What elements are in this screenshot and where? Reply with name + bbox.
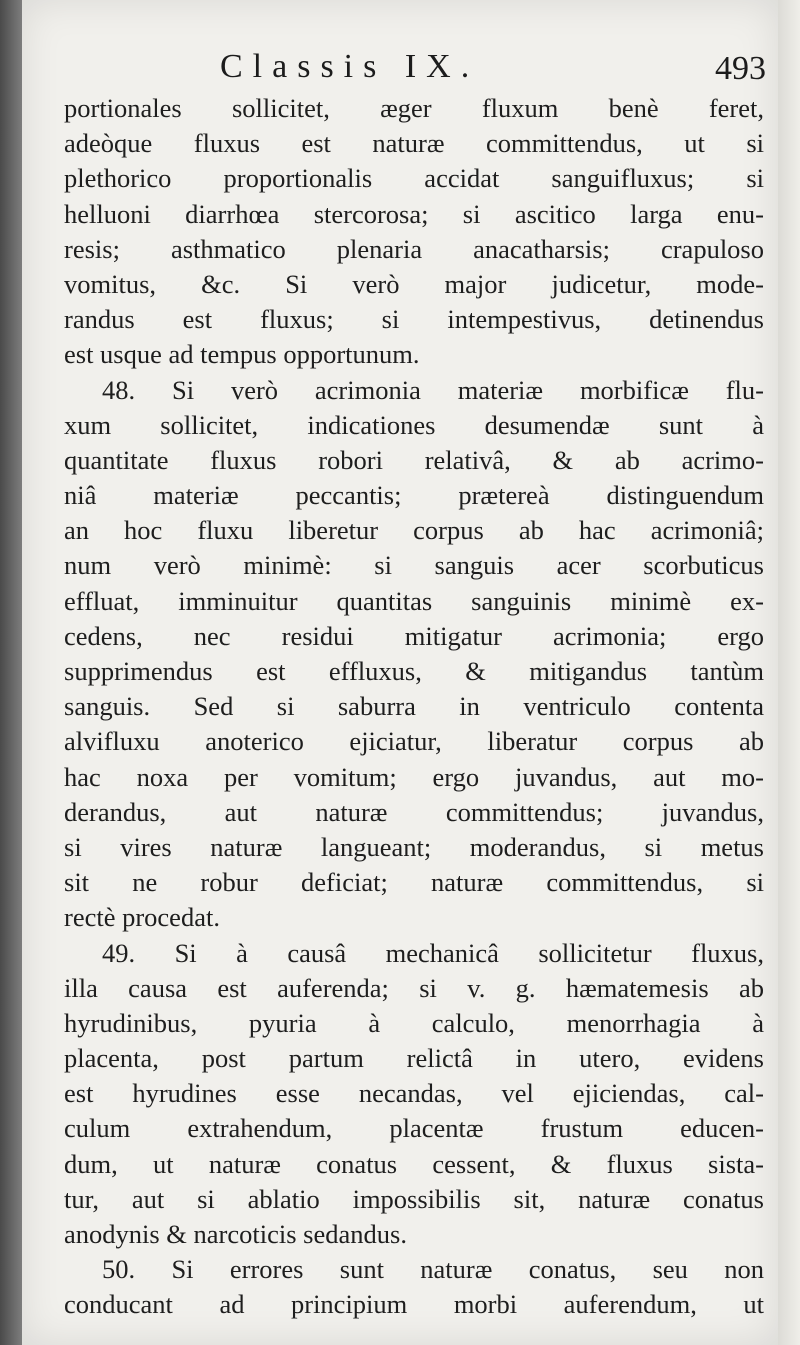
text-line: cedens, nec residui mitigatur acrimonia; ergo [64,620,764,651]
text-line: quantitate fluxus robori relativâ, & ab acrimo- [64,444,764,475]
text-line: vomitus, &c. Si verò major judicetur, mode- [64,268,764,299]
text-line: tur, aut si ablatio impossibilis sit, naturæ conatus [64,1183,764,1214]
page-number: 493 [715,50,766,87]
text-line: illa causa est auferenda; si v. g. hæmatemesis ab [64,972,764,1003]
text-line: resis; asthmatico plenaria anacatharsis; crapuloso [64,233,764,264]
text-line: dum, ut naturæ conatus cessent, & fluxus sista- [64,1148,764,1179]
text-line: culum extrahendum, placentæ frustum educen- [64,1113,764,1144]
text-line: conducant ad principium morbi auferendum, ut [64,1289,764,1320]
text-line: num verò minimè: si sanguis acer scorbuticus [64,550,764,581]
page-gutter-shadow [0,0,22,1345]
text-line: randus est fluxus; si intempestivus, detinendus [64,304,764,335]
text-line: placenta, post partum relictâ in utero, evidens [64,1043,764,1074]
text-line: portionales sollicitet, æger fluxum benè feret, [64,93,764,123]
text-line: derandus, aut naturæ committendus; juvandus, [64,796,764,827]
text-line: effluat, imminuitur quantitas sanguinis minimè ex- [64,585,764,616]
paragraph-49-start: 49. Si à causâ mechanicâ sollicitetur fluxus, [102,937,764,968]
running-title: Classis IX. [220,48,480,85]
text-line: supprimendus est effluxus, & mitigandus tantùm [64,656,764,686]
text-line: est hyrudines esse necandas, vel ejiciendas, cal- [64,1078,764,1109]
text-line: sanguis. Sed si saburra in ventriculo contenta [64,691,764,722]
paragraph-48-start: 48. Si verò acrimonia materiæ morbificæ flu- [102,374,764,405]
text-line: rectè procedat. [64,902,220,933]
text-line: xum sollicitet, indicationes desumendæ sunt à [64,409,764,440]
text-line: si vires naturæ langueant; moderandus, si metus [64,831,764,862]
text-line: sit ne robur deficiat; naturæ committendus, si [64,867,764,898]
text-line: anodynis & narcoticis sedandus. [64,1219,407,1249]
paragraph-50-start: 50. Si errores sunt naturæ conatus, seu non [102,1254,764,1285]
text-line: plethorico proportionalis accidat sanguifluxus; si [64,163,764,194]
text-line: hac noxa per vomitum; ergo juvandus, aut mo- [64,761,764,792]
text-line: niâ materiæ peccantis; prætereà distinguendum [64,480,764,511]
text-line: an hoc fluxu liberetur corpus ab hac acrimoniâ; [64,515,764,546]
text-line: hyrudinibus, pyuria à calculo, menorrhagia à [64,1007,764,1038]
text-line: helluoni diarrhœa stercorosa; si ascitico larga enu- [64,198,764,229]
page-edge [778,0,800,1345]
body-text [64,91,764,1323]
text-line: est usque ad tempus opportunum. [64,339,420,370]
text-line: adeòque fluxus est naturæ committendus, ut si [64,128,764,159]
text-line: alvifluxu anoterico ejiciatur, liberatur corpus ab [64,726,764,757]
